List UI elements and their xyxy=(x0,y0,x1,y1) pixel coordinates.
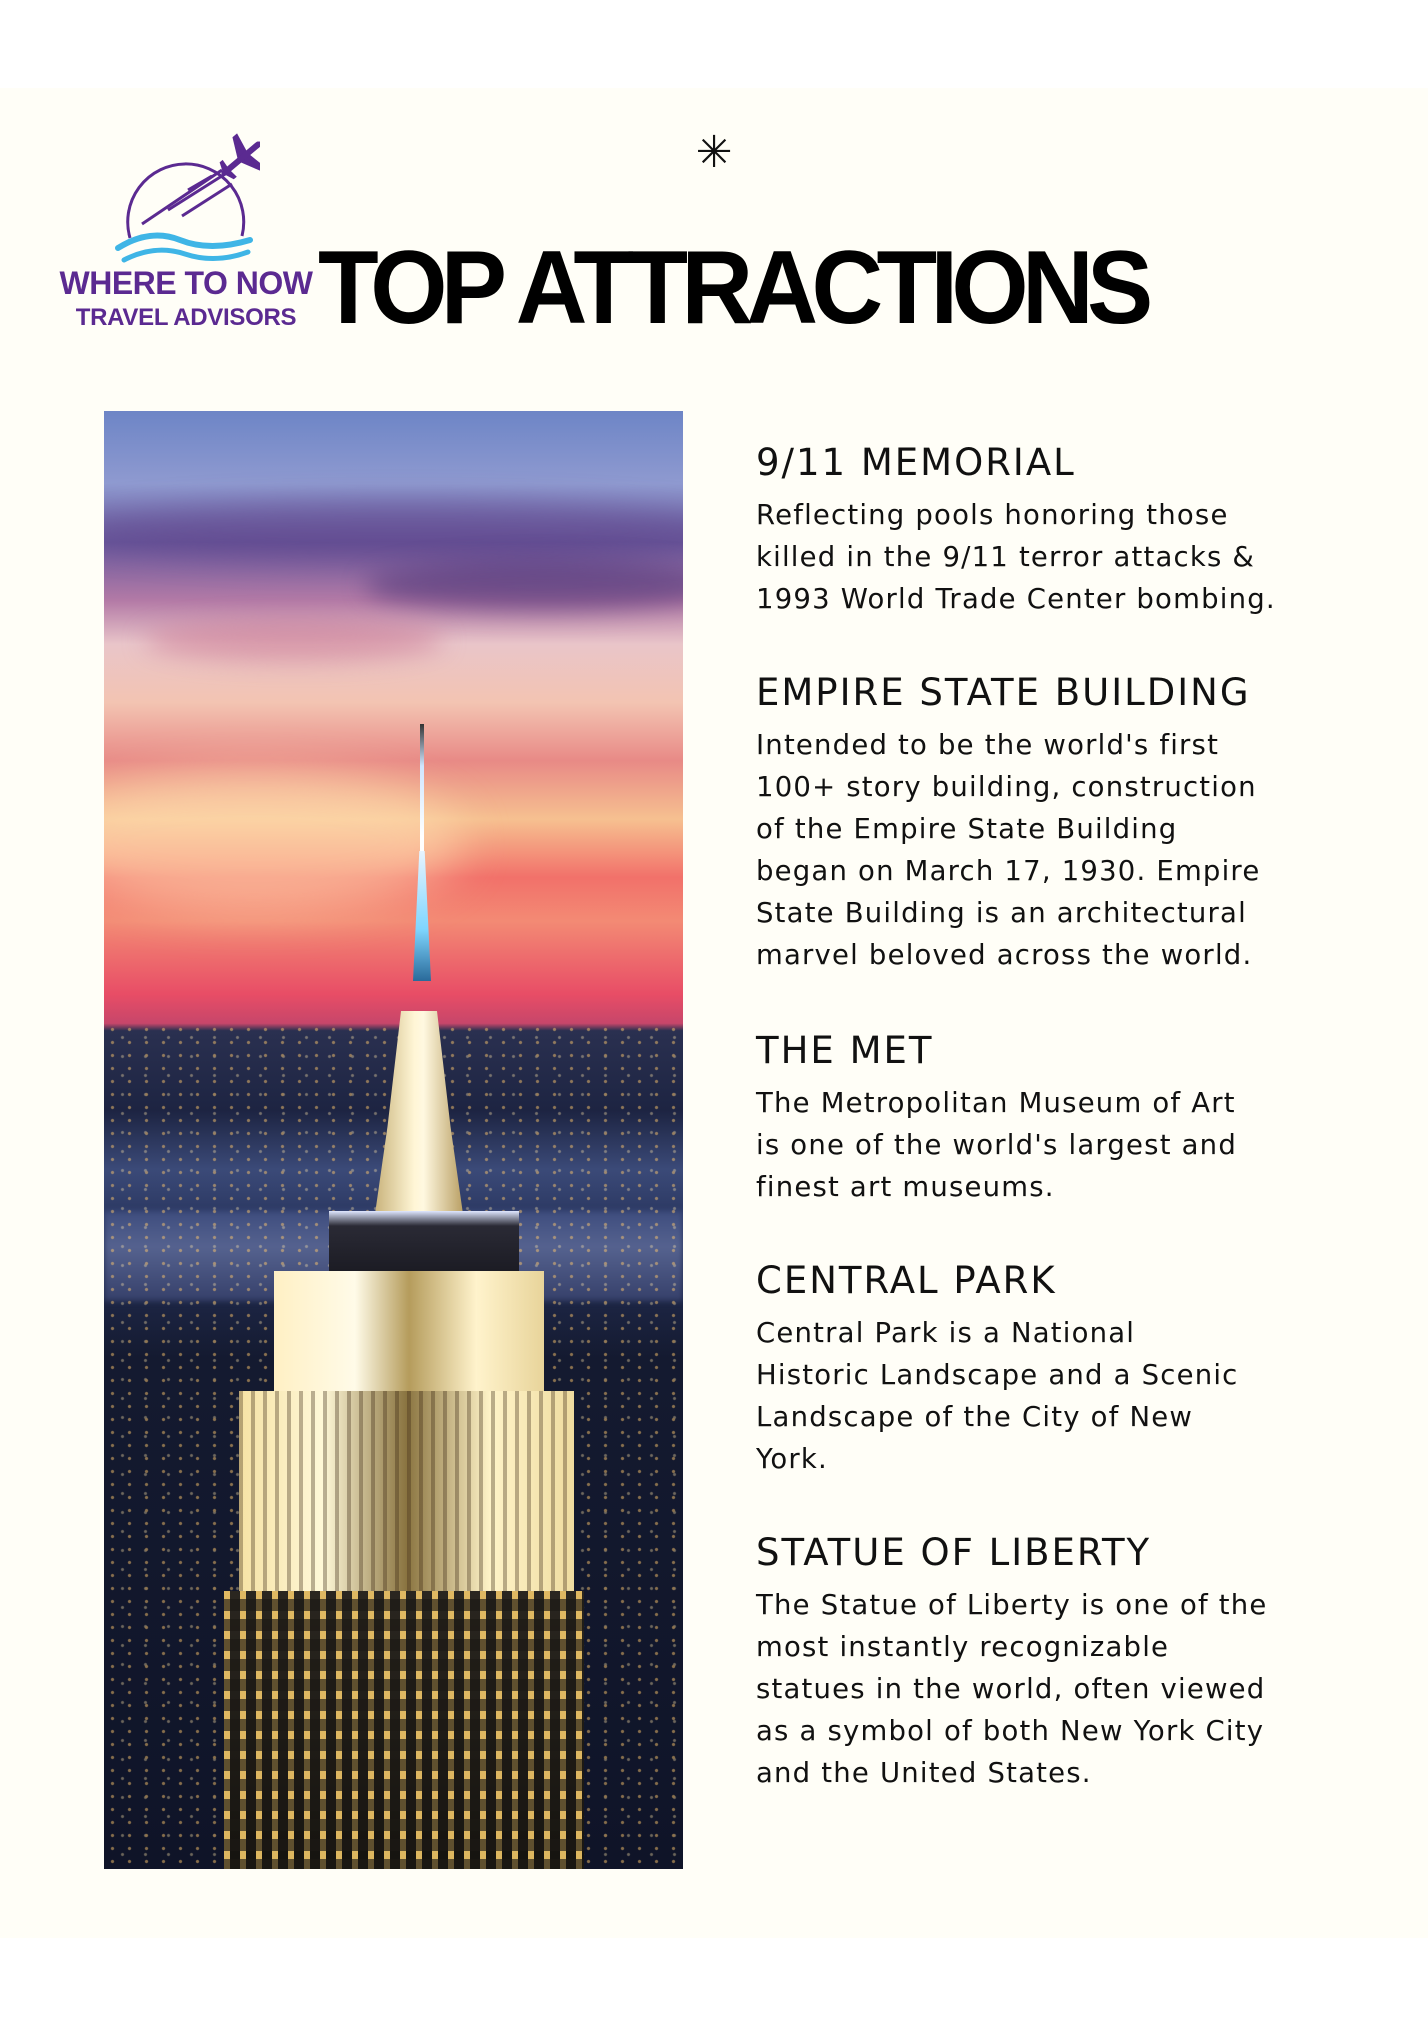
attraction-description xyxy=(756,1584,1316,1794)
building-setback xyxy=(274,1271,544,1391)
attraction-heading: CENTRAL PARK xyxy=(756,1259,1057,1302)
cloud-shape xyxy=(144,621,444,661)
description-line: Central Park is a National xyxy=(756,1317,1136,1349)
attraction-911-memorial xyxy=(756,440,1316,620)
description-line: Historic Landscape and a Scenic xyxy=(756,1359,1239,1391)
asterisk-icon: ✳ xyxy=(695,127,733,178)
attraction-heading: STATUE OF LIBERTY xyxy=(756,1531,1152,1574)
description-line: Intended to be the world's first xyxy=(756,729,1220,761)
building-crown xyxy=(329,1211,519,1271)
description-line: marvel beloved across the world. xyxy=(756,939,1253,971)
logo-brand-name: WHERE TO NOW xyxy=(59,265,313,301)
description-line: statues in the world, often viewed xyxy=(756,1673,1266,1705)
description-line: finest art museums. xyxy=(756,1171,1055,1203)
attraction-central-park xyxy=(756,1258,1316,1480)
attraction-empire-state-building xyxy=(756,670,1316,976)
description-line: State Building is an architectural xyxy=(756,897,1247,929)
description-line: is one of the world's largest and xyxy=(756,1129,1237,1161)
building-spire xyxy=(420,724,424,864)
attraction-heading: 9/11 MEMORIAL xyxy=(756,441,1076,484)
attraction-description xyxy=(756,724,1316,976)
building-windows xyxy=(224,1591,584,1869)
building-facade xyxy=(239,1391,574,1591)
description-line: 1993 World Trade Center bombing. xyxy=(756,583,1276,615)
empire-state-building-photo xyxy=(104,411,683,1869)
description-line: Reflecting pools honoring those xyxy=(756,499,1229,531)
description-line: as a symbol of both New York City xyxy=(756,1715,1265,1747)
description-line: of the Empire State Building xyxy=(756,813,1178,845)
attraction-heading: EMPIRE STATE BUILDING xyxy=(756,671,1251,714)
page-title: TOP ATTRACTIONS xyxy=(318,230,1147,346)
cloud-shape xyxy=(364,561,683,611)
attraction-statue-of-liberty xyxy=(756,1530,1316,1794)
cloud-shape xyxy=(104,501,683,561)
airplane-sun-waves-icon xyxy=(110,128,260,268)
attraction-description xyxy=(756,1312,1316,1480)
description-line: began on March 17, 1930. Empire xyxy=(756,855,1261,887)
description-line: The Metropolitan Museum of Art xyxy=(756,1087,1236,1119)
description-line: 100+ story building, construction xyxy=(756,771,1257,803)
sunset-glow xyxy=(104,771,464,911)
attraction-description xyxy=(756,494,1316,620)
attraction-heading: THE MET xyxy=(756,1029,934,1072)
description-line: Landscape of the City of New xyxy=(756,1401,1194,1433)
description-line: and the United States. xyxy=(756,1757,1092,1789)
description-line: killed in the 9/11 terror attacks & xyxy=(756,541,1256,573)
description-line: York. xyxy=(756,1443,828,1475)
attraction-the-met xyxy=(756,1028,1316,1208)
attraction-description xyxy=(756,1082,1316,1208)
brand-logo xyxy=(50,128,320,338)
description-line: most instantly recognizable xyxy=(756,1631,1170,1663)
logo-tagline: TRAVEL ADVISORS xyxy=(75,304,297,331)
description-line: The Statue of Liberty is one of the xyxy=(756,1589,1268,1621)
